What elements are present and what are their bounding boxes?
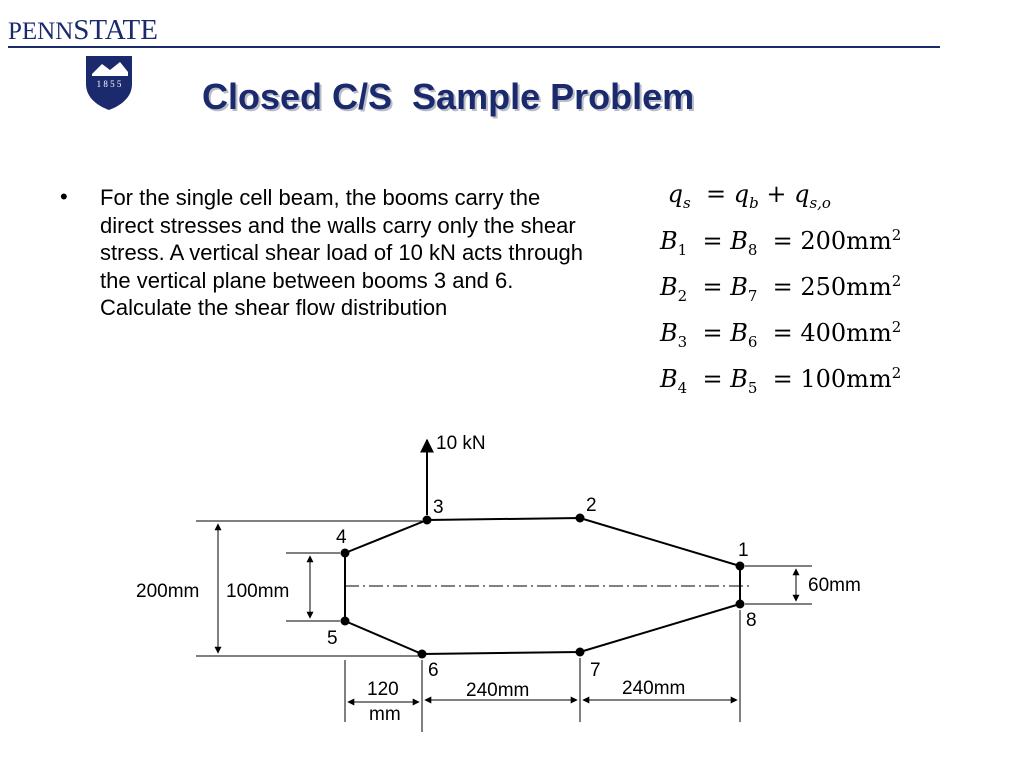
boom-6 <box>418 650 427 659</box>
dim-60-label: 60mm <box>808 575 861 596</box>
boom-1 <box>736 562 745 571</box>
boom-8 <box>736 600 745 609</box>
boom-label-6: 6 <box>428 660 439 681</box>
dim-120-label-top: 120 <box>367 679 399 700</box>
equation-shear-flow: $q_s = q_b + q_{s,o}$ <box>667 180 831 212</box>
logo-year: 1 8 5 5 <box>96 79 122 89</box>
logo-word-state: STATE <box>73 14 158 46</box>
dim-100-label: 100mm <box>226 581 290 602</box>
equation-boom-1-8: $B_1 = B_8 = 200mm^2$ <box>660 226 902 259</box>
boom-7 <box>576 648 585 657</box>
boom-3 <box>423 516 432 525</box>
boom-5 <box>341 617 350 626</box>
load-label: 10 kN <box>436 433 486 454</box>
boom-label-4: 4 <box>336 527 347 548</box>
equation-boom-2-7: $B_2 = B_7 = 250mm^2$ <box>660 272 902 305</box>
boom-label-8: 8 <box>746 610 757 631</box>
boom-label-5: 5 <box>327 628 338 649</box>
boom-4 <box>341 549 350 558</box>
boom-label-7: 7 <box>590 660 601 681</box>
boom-2 <box>576 514 585 523</box>
bullet-marker: • <box>60 184 68 209</box>
boom-label-3: 3 <box>433 497 444 518</box>
dim-240a-label: 240mm <box>466 680 530 701</box>
slide-title: Closed C/S Sample Problem <box>202 76 695 117</box>
equation-boom-4-5: $B_4 = B_5 = 100mm^2$ <box>660 364 902 397</box>
boom-label-1: 1 <box>738 540 749 561</box>
dim-120-label-bottom: mm <box>369 704 401 725</box>
boom-label-2: 2 <box>586 495 597 516</box>
bullet-paragraph: For the single cell beam, the booms carry the direct stresses and the walls carry only the shear stress. A vertical shear load of 10 kN acts through the vertical plane between booms 3 and 6. Calculate the shear flow distribution <box>100 185 584 320</box>
equation-boom-3-6: $B_3 = B_6 = 400mm^2$ <box>660 318 902 351</box>
dim-240b-label: 240mm <box>622 678 686 699</box>
logo-word-penn: PENN <box>8 18 74 45</box>
dim-200-label: 200mm <box>136 581 200 602</box>
